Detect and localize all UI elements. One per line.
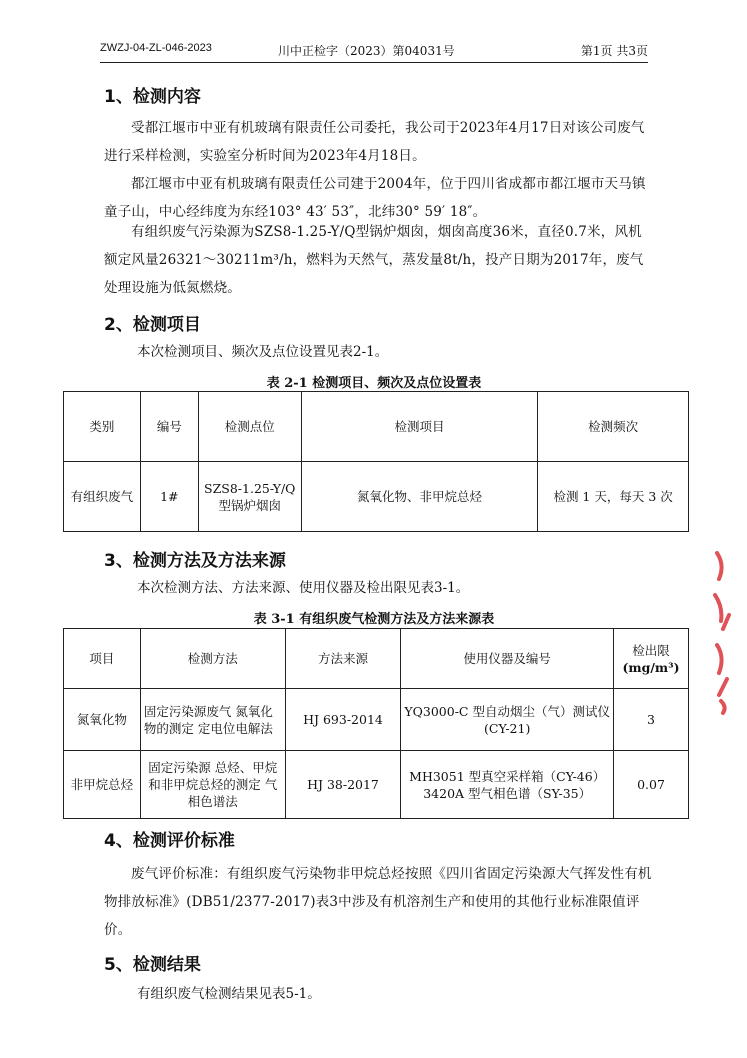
header-cell-limit bbox=[614, 629, 689, 689]
table-cell: HJ 38-2017 bbox=[285, 751, 401, 819]
section-3-title: 3、检测方法及方法来源 bbox=[104, 551, 286, 571]
table-2-1-caption: 表 2-1 检测项目、频次及点位设置表 bbox=[266, 376, 482, 391]
doc-code: ZWZJ-04-ZL-046-2023 bbox=[100, 42, 212, 54]
section-1-paragraph-2: 都江堰市中亚有机玻璃有限责任公司建于2004年，位于四川省成都市都江堰市天马镇童子山，中心经纬度为东经103° 43′ 53″，北纬30° 59′ 18″。 bbox=[104, 176, 646, 220]
header-cell: 方法来源 bbox=[285, 629, 401, 689]
header-cell: 检测频次 bbox=[538, 392, 689, 462]
table-header-row bbox=[64, 392, 689, 462]
section-1-paragraph-3: 有组织废气污染源为SZS8-1.25-Y/Q型锅炉烟囱，烟囱高度36米，直径0.7米，风机额定风量26321～30211m³/h，燃料为天然气，蒸发量8t/h，投产日期为2017年，废气处理设施为低氮燃烧。 bbox=[104, 224, 644, 296]
table-cell: 有组织废气 bbox=[64, 462, 141, 532]
table-3-1-caption: 表 3-1 有组织废气检测方法及方法来源表 bbox=[253, 612, 495, 627]
table-header-row bbox=[64, 629, 689, 689]
instrument-line: (CY-21) bbox=[484, 720, 531, 736]
table-cell-instrument bbox=[401, 689, 614, 751]
section-3-intro: 本次检测方法、方法来源、使用仪器及检出限见表3-1。 bbox=[137, 580, 470, 596]
table-3-1 bbox=[63, 628, 689, 819]
limit-unit: (mg/m³) bbox=[622, 659, 680, 675]
table-cell: 固定污染源废气 氮氧化物的测定 定电位电解法 bbox=[140, 689, 285, 751]
table-cell: 3 bbox=[614, 689, 689, 751]
header-cell: 项目 bbox=[64, 629, 141, 689]
table-cell: SZS8-1.25-Y/Q 型锅炉烟囱 bbox=[198, 462, 301, 532]
section-1-paragraph-1: 受都江堰市中亚有机玻璃有限责任公司委托，我公司于2023年4月17日对该公司废气进行采样检测，实验室分析时间为2023年4月18日。 bbox=[104, 120, 645, 164]
table-cell: 氮氧化物 bbox=[64, 689, 141, 751]
table-cell: HJ 693-2014 bbox=[285, 689, 401, 751]
table-2-1 bbox=[63, 391, 689, 532]
limit-label: 检出限 bbox=[632, 642, 670, 658]
header-cell: 检测项目 bbox=[301, 392, 538, 462]
header-cell: 编号 bbox=[140, 392, 198, 462]
section-2-intro: 本次检测项目、频次及点位设置见表2-1。 bbox=[137, 344, 389, 360]
section-4-title: 4、检测评价标准 bbox=[104, 831, 235, 851]
header-cell: 使用仪器及编号 bbox=[401, 629, 614, 689]
section-5-title: 5、检测结果 bbox=[104, 955, 201, 975]
page-header bbox=[100, 38, 648, 63]
header-cell: 检测点位 bbox=[198, 392, 301, 462]
section-5-intro: 有组织废气检测结果见表5-1。 bbox=[137, 986, 321, 1002]
table-row bbox=[64, 462, 689, 532]
header-cell: 检测方法 bbox=[140, 629, 285, 689]
table-row bbox=[64, 751, 689, 819]
section-2-title: 2、检测项目 bbox=[104, 315, 201, 335]
instrument-line: MH3051 型真空采样箱（CY-46） bbox=[409, 768, 606, 784]
page-info: 第1页 共3页 bbox=[580, 44, 648, 58]
report-number: 川中正检字（2023）第04031号 bbox=[278, 44, 455, 58]
table-cell-instrument bbox=[401, 751, 614, 819]
instrument-line: 3420A 型气相色谱（SY-35） bbox=[423, 785, 592, 801]
table-row bbox=[64, 689, 689, 751]
table-cell: 1# bbox=[140, 462, 198, 532]
seal-stamp-edge bbox=[709, 545, 739, 715]
section-1-title: 1、检测内容 bbox=[104, 87, 201, 107]
table-cell: 0.07 bbox=[614, 751, 689, 819]
table-cell: 检测 1 天，每天 3 次 bbox=[538, 462, 689, 532]
section-4-paragraph: 废气评价标准：有组织废气污染物非甲烷总烃按照《四川省固定污染源大气挥发性有机物排放标准》(DB51/2377-2017)表3中涉及有机溶剂生产和使用的其他行业标准限值评价。 bbox=[104, 866, 652, 938]
instrument-line: YQ3000-C 型自动烟尘（气）测试仪 bbox=[404, 703, 610, 719]
table-cell: 非甲烷总烃 bbox=[64, 751, 141, 819]
table-cell: 固定污染源 总烃、甲烷和非甲烷总烃的测定 气相色谱法 bbox=[140, 751, 285, 819]
table-cell: 氮氧化物、非甲烷总烃 bbox=[301, 462, 538, 532]
header-cell: 类别 bbox=[64, 392, 141, 462]
